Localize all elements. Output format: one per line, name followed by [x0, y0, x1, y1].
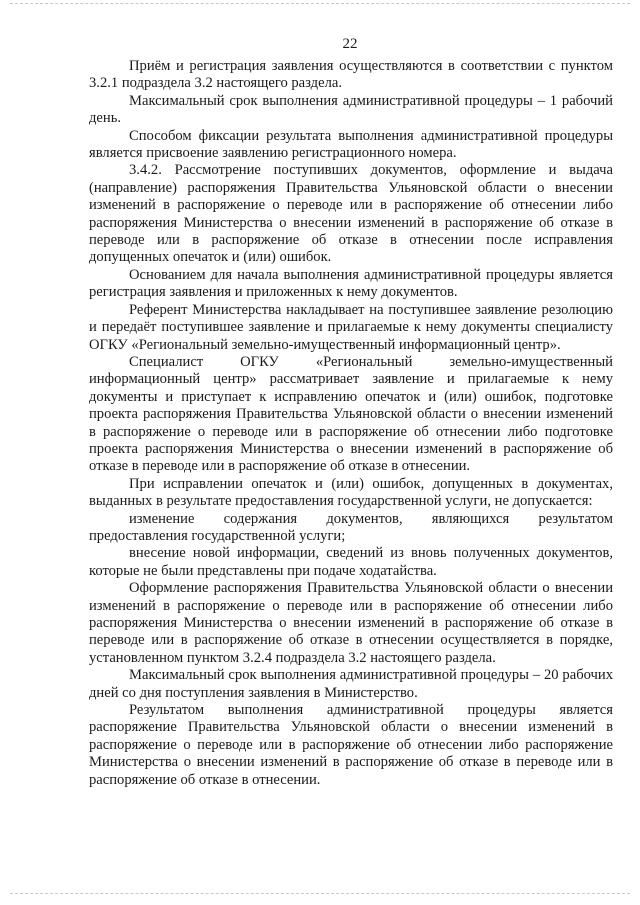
paragraph: Приём и регистрация заявления осуществляются в соответствии с пунктом 3.2.1 подраздела 3.2 настоящего раздела. — [89, 58, 613, 92]
paragraph: Основанием для начала выполнения административной процедуры является регистрация заявления и приложенных к нему документов. — [89, 266, 613, 301]
page-number: 22 — [342, 36, 358, 52]
paragraph: Максимальный срок выполнения административной процедуры – 1 рабочий день. — [89, 92, 613, 127]
scan-edge-bottom — [10, 893, 630, 895]
paragraph: Результатом выполнения административной процедуры является распоряжение Правительства Ульяновской области о внесении изменений в распоряжение о переводе или в распоряжение об отнесении либо распоряжение Министерства о внесении изменений в распоряжение об отказе в переводе или в распоряжение об отказе в отнесении. — [89, 702, 613, 788]
paragraph: При исправлении опечаток и (или) ошибок, допущенных в документах, выданных в результате предоставления государственной услуги, не допускается: — [89, 475, 613, 510]
scan-edge-top — [10, 3, 630, 5]
document-body — [89, 58, 613, 789]
paragraph: внесение новой информации, сведений из вновь полученных документов, которые не были представлены при подаче ходатайства. — [89, 545, 613, 579]
paragraph: 3.4.2. Рассмотрение поступивших документов, оформление и выдача (направление) распоряжения Правительства Ульяновской области о внесении изменений в распоряжение о переводе или в распоряжение об отнесении либо распоряжения Министерства о внесении изменений в распоряжение об отказе в переводе или в распоряжение об отказе в отнесении после исправления допущенных опечаток и (или) ошибок. — [89, 162, 613, 266]
paragraph: Способом фиксации результата выполнения административной процедуры является присвоение заявлению регистрационного номера. — [89, 127, 613, 162]
paragraph: Максимальный срок выполнения административной процедуры – 20 рабочих дней со дня поступления заявления в Министерство. — [89, 667, 613, 701]
paragraph: Референт Министерства накладывает на поступившее заявление резолюцию и передаёт поступившее заявление и прилагаемые к нему документы специалисту ОГКУ «Региональный земельно-имущественный информационный центр». — [89, 301, 613, 353]
paragraph: Оформление распоряжения Правительства Ульяновской области о внесении изменений в распоряжение о переводе или в распоряжение об отнесении либо распоряжения Министерства о внесении изменений в распоряжение об отказе в переводе или в распоряжение об отказе в отнесении осуществляется в порядке, установленном пунктом 3.2.4 подраздела 3.2 настоящего раздела. — [89, 580, 613, 666]
paragraph: изменение содержания документов, являющихся результатом предоставления государственной услуги; — [89, 510, 613, 544]
paragraph: Специалист ОГКУ «Региональный земельно-имущественный информационный центр» рассматривает заявление и прилагаемые к нему документы и приступает к исправлению опечаток и (или) ошибок, подготовке проекта распоряжения Правительства Ульяновской области о внесении изменений в распоряжение о переводе или в распоряжение об отнесении либо подготовке проекта распоряжения Министерства о внесении изменений в распоряжение об отказе в переводе или в распоряжение об отказе в отнесении. — [89, 353, 613, 475]
